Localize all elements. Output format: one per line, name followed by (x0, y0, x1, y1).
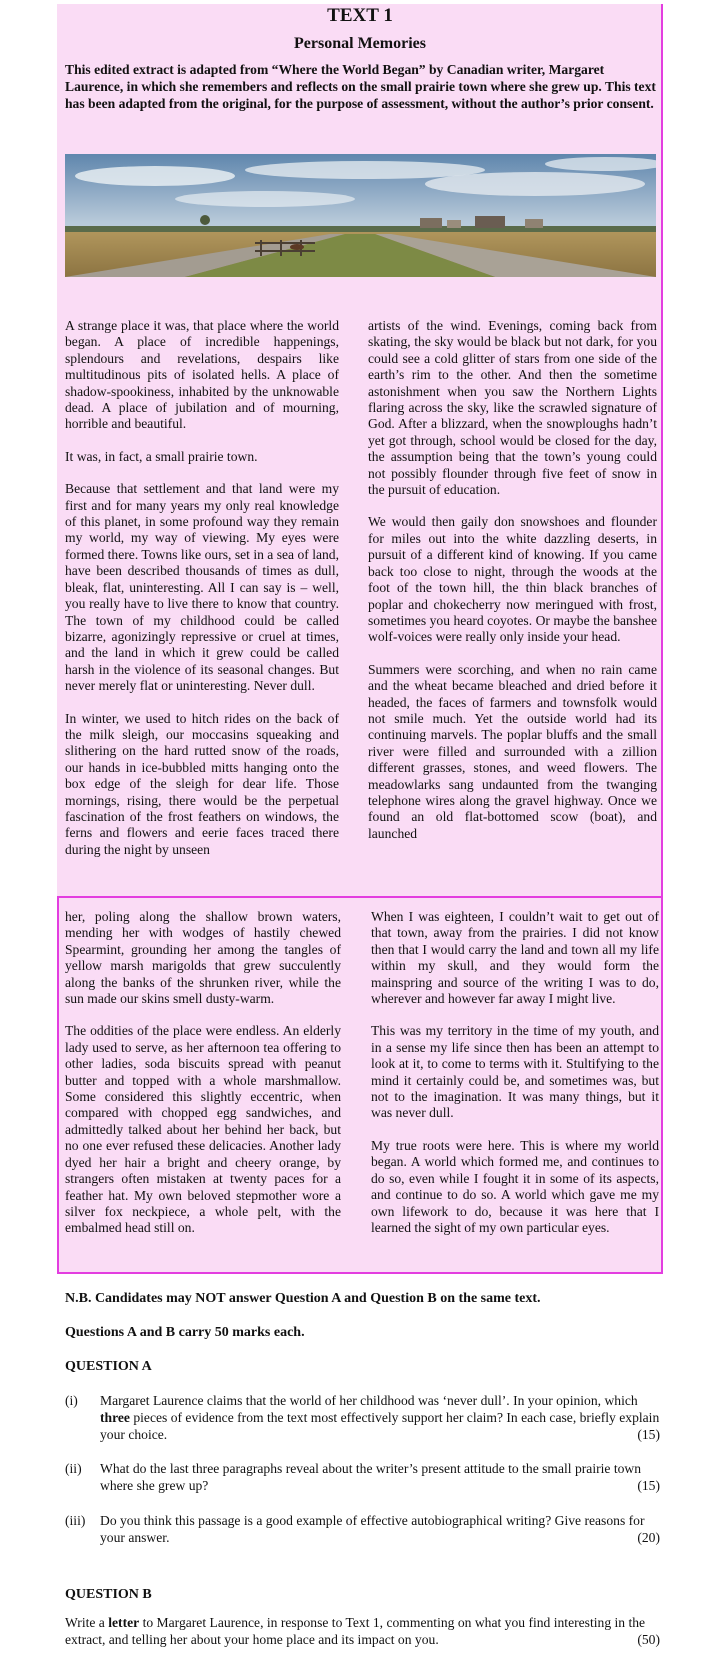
passage-paragraph: This was my territory in the time of my youth, and in a sense my life since then has been an attempt to look at it, to come to terms with it. Stultifying to the mind it certainly could be, and sometimes was, but not to the imagination. It was many things, but it was never dull. (371, 1023, 659, 1121)
passage-paragraph: The oddities of the place were endless. An elderly lady used to serve, as her afternoon tea offering to other ladies, soda biscuits spread with peanut butter and topped with a whole marshmallow. Some considered this slightly eccentric, when compared with chopped egg sandwiches, and admittedly talked about her behind her back, but no one ever refused these delicacies. Another lady dyed her hair a bright and cheery orange, by strangers often mistaken at twenty paces for a feather hat. My own beloved stepmother wore a silver fox neckpiece, a whole pelt, with the embalmed head still on. (65, 1023, 341, 1236)
passage-column-1 (65, 318, 339, 874)
question-a-heading: QUESTION A (65, 1359, 152, 1374)
passage-paragraph: My true roots were here. This is where my world began. A world which formed me, and continues to do so, even while I fought it in some of its aspects, and continue to do so. A world which gave me my own lifework to do, because it was here that I learned the sight of my own particular eyes. (371, 1137, 659, 1235)
question-a-iii (65, 1512, 660, 1546)
nb-note: N.B. Candidates may NOT answer Question A and Question B on the same text. (65, 1291, 541, 1306)
prairie-road-photo (65, 154, 656, 277)
question-b (65, 1614, 660, 1648)
question-marks: (15) (637, 1478, 660, 1493)
question-number: (ii) (65, 1461, 82, 1476)
question-text: Margaret Laurence claims that the world of her childhood was ‘never dull’. In your opinion, which three pieces of evidence from the text most effectively support her claim? In each case, briefly explain your choice. (100, 1393, 660, 1442)
passage-paragraph: artists of the wind. Evenings, coming back from skating, the sky would be black but not dark, for you could see a cold glitter of stars from one side of the earth’s rim to the other. And then the sometime astonishment when you saw the Northern Lights flaring across the sky, like the scrawled signature of God. After a blizzard, when the snowploughs hadn’t yet got through, school would be closed for the day, the assumption being that the town’s young could not possibly flounder through five feet of snow in the pursuit of education. (368, 318, 657, 498)
question-marks: (15) (637, 1427, 660, 1442)
passage-paragraph: We would then gaily don snowshoes and flounder for miles out into the white dazzling deserts, in pursuit of a different kind of knowing. If you came back too close to night, through the woods at the foot of the town hill, the thin black branches of poplar and chokecherry now meringued with frost, sometimes you heard coyotes. Or maybe the banshee wolf-voices were really only inside your head. (368, 514, 657, 645)
question-text: Do you think this passage is a good example of effective autobiographical writing? Give reasons for your answer. (100, 1513, 645, 1545)
question-marks: (50) (637, 1632, 660, 1647)
passage-paragraph: her, poling along the shallow brown waters, mending her with wodges of hastily chewed Spearmint, grounding her among the tangles of yellow marsh marigolds that grew succulently along the banks of the shrunken river, while the sun made our skins smell dusty-warm. (65, 909, 341, 1007)
passage-column-4 (371, 909, 659, 1252)
passage-paragraph: In winter, we used to hitch rides on the back of the milk sleigh, our moccasins squeaking and slithering on the hard rutted snow of the roads, our hands in ice-bubbled mitts hanging onto the box edge of the sleigh for dear life. Those mornings, rising, there would be the perpetual fascination of the frost feathers on windows, the ferns and flowers and eerie faces traced there during the night by unseen (65, 710, 339, 857)
prairie-landscape-image (65, 154, 656, 277)
intro-paragraph: This edited extract is adapted from “Where the World Began” by Canadian writer, Margaret Laurence, in which she remembers and reflects on the small prairie town where she grew up. This text has been adapted from the original, for the purpose of assessment, without the author’s prior consent. (65, 62, 656, 111)
marks-note: Questions A and B carry 50 marks each. (65, 1325, 305, 1340)
passage-paragraph: When I was eighteen, I couldn’t wait to get out of that town, away from the prairies. I did not know then that I would carry the land and town all my life within my skull, and they would form the mainspring and source of the writing I was to do, wherever and however far away I might live. (371, 909, 659, 1007)
passage-paragraph: Because that settlement and that land were my first and for many years my only real knowledge of this planet, in some profound way they remain my world, my way of viewing. My eyes were formed there. Towns like ours, set in a sea of land, have been described thousands of times as dull, bleak, flat, uninteresting. All I can say is – well, you really have to live there to know that country. The town of my childhood could be called bizarre, agonizingly repressive or cruel at times, and the land in which it grew could be called harsh in the violence of its seasonal changes. But never merely flat or uninteresting. Never dull. (65, 481, 339, 694)
passage-paragraph: Summers were scorching, and when no rain came and the wheat became bleached and dried before it headed, the faces of farmers and townsfolk would not smile much. Yet the outside world had its continuing marvels. The poplar bluffs and the small river were filled and surrounded with a zillion different grasses, stones, and weed flowers. The meadowlarks sang undaunted from the twanging telephone wires along the gravel highway. Once we found an old flat-bottomed scow (boat), and launched (368, 661, 657, 841)
passage-paragraph: A strange place it was, that place where the world began. A place of incredible happenings, splendours and revelations, despairs like multitudinous pits of isolated hells. A place of shadow-spookiness, inhabited by the unknowable dead. A place of jubilation and of mourning, horrible and beautiful. (65, 318, 339, 432)
question-a-i (65, 1392, 660, 1443)
question-text: What do the last three paragraphs reveal about the writer’s present attitude to the small prairie town where she grew up? (100, 1461, 642, 1493)
passage-column-2 (368, 318, 657, 858)
question-b-heading: QUESTION B (65, 1587, 152, 1602)
question-marks: (20) (637, 1530, 660, 1545)
question-text: Write a letter to Margaret Laurence, in response to Text 1, commenting on what you find interesting in the extract, and telling her about your home place and its impact on you. (65, 1615, 646, 1647)
text-title: TEXT 1 (327, 5, 393, 26)
question-a-ii (65, 1460, 660, 1494)
question-number: (iii) (65, 1513, 86, 1528)
question-number: (i) (65, 1393, 78, 1408)
text-subtitle: Personal Memories (294, 35, 426, 52)
passage-paragraph: It was, in fact, a small prairie town. (65, 448, 258, 464)
passage-column-3 (65, 909, 341, 1253)
